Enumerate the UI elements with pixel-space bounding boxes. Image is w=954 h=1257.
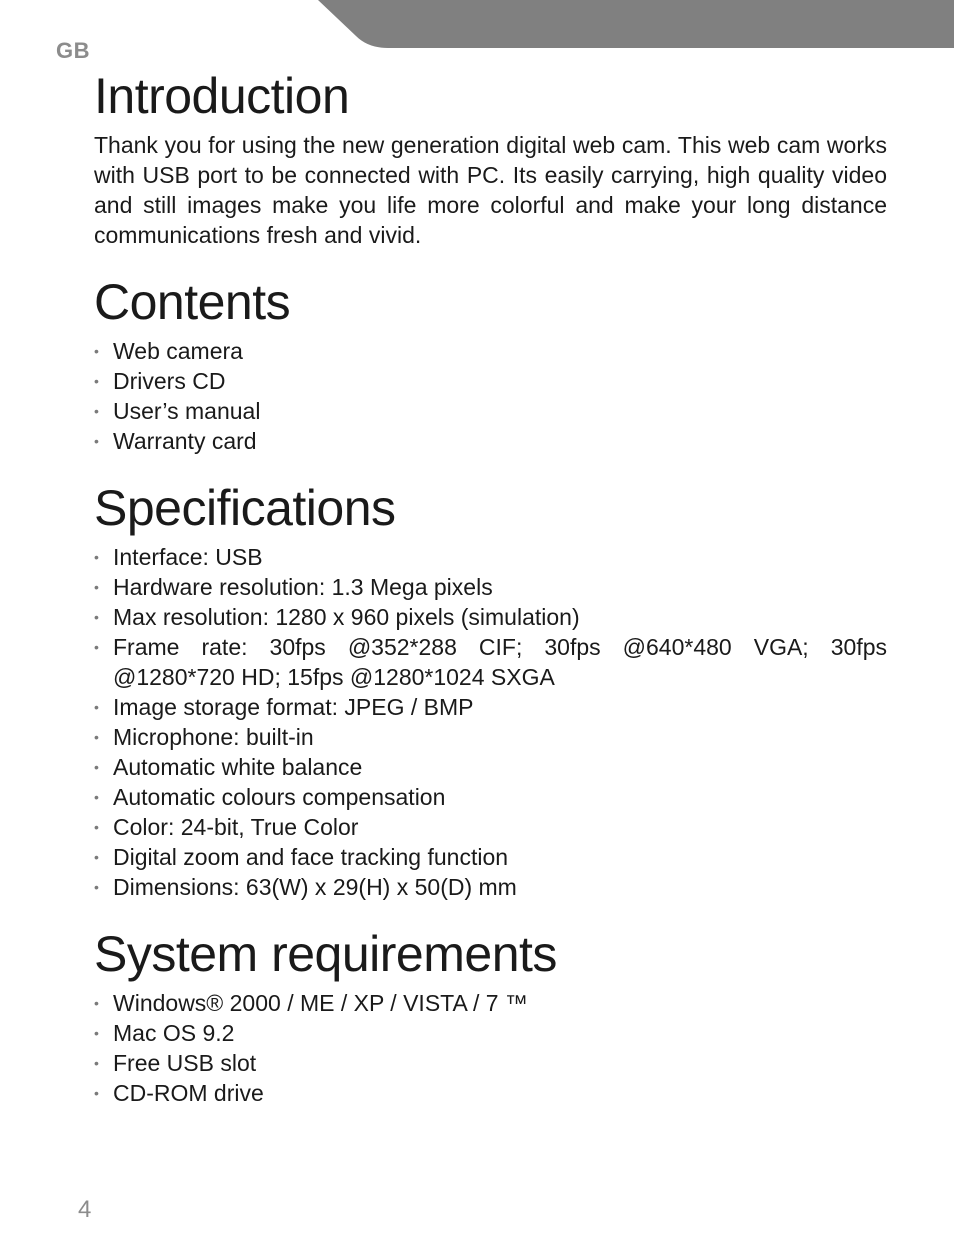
list-item: • User’s manual — [94, 396, 887, 426]
introduction-text: Thank you for using the new generation digital web cam. This web cam works with USB port to be connected with PC. Its easily carrying, high quality video and still images make you life more colorful and make your long distance communications fresh and vivid. — [94, 132, 887, 248]
system-requirements-title: System requirements — [94, 926, 557, 982]
contents-section — [94, 272, 887, 456]
contents-list — [94, 336, 887, 456]
list-item: • Digital zoom and face tracking function — [94, 842, 887, 872]
list-item: • Hardware resolution: 1.3 Mega pixels — [94, 572, 887, 602]
page-number: 4 — [78, 1196, 92, 1223]
list-item: • Web camera — [94, 336, 887, 366]
list-item: • Warranty card — [94, 426, 887, 456]
system-requirements-list — [94, 988, 887, 1108]
list-item: • Free USB slot — [94, 1048, 887, 1078]
list-item: • Drivers CD — [94, 366, 887, 396]
list-item: • Color: 24-bit, True Color — [94, 812, 887, 842]
contents-title: Contents — [94, 274, 291, 330]
list-item: • CD-ROM drive — [94, 1078, 887, 1108]
list-item: • Frame rate: 30fps @352*288 CIF; 30fps @640*480 VGA; 30fps @1280*720 HD; 15fps @1280*1024 SXGA — [94, 632, 887, 692]
specifications-section — [94, 478, 887, 902]
list-item: • Dimensions: 63(W) x 29(H) x 50(D) mm — [94, 872, 887, 902]
specifications-list — [94, 542, 887, 902]
language-badge: GB — [56, 38, 90, 63]
system-requirements-section — [94, 924, 887, 1108]
list-item: • Max resolution: 1280 x 960 pixels (simulation) — [94, 602, 887, 632]
page-content — [94, 66, 887, 1108]
list-item: • Interface: USB — [94, 542, 887, 572]
specifications-title: Specifications — [94, 480, 396, 536]
list-item: • Automatic colours compensation — [94, 782, 887, 812]
introduction-section — [94, 66, 887, 250]
list-item: • Mac OS 9.2 — [94, 1018, 887, 1048]
list-item: • Windows® 2000 / ME / XP / VISTA / 7 ™ — [94, 988, 887, 1018]
list-item: • Automatic white balance — [94, 752, 887, 782]
header-tab-shape — [318, 0, 954, 48]
list-item: • Microphone: built-in — [94, 722, 887, 752]
introduction-title: Introduction — [94, 68, 350, 124]
list-item: • Image storage format: JPEG / BMP — [94, 692, 887, 722]
